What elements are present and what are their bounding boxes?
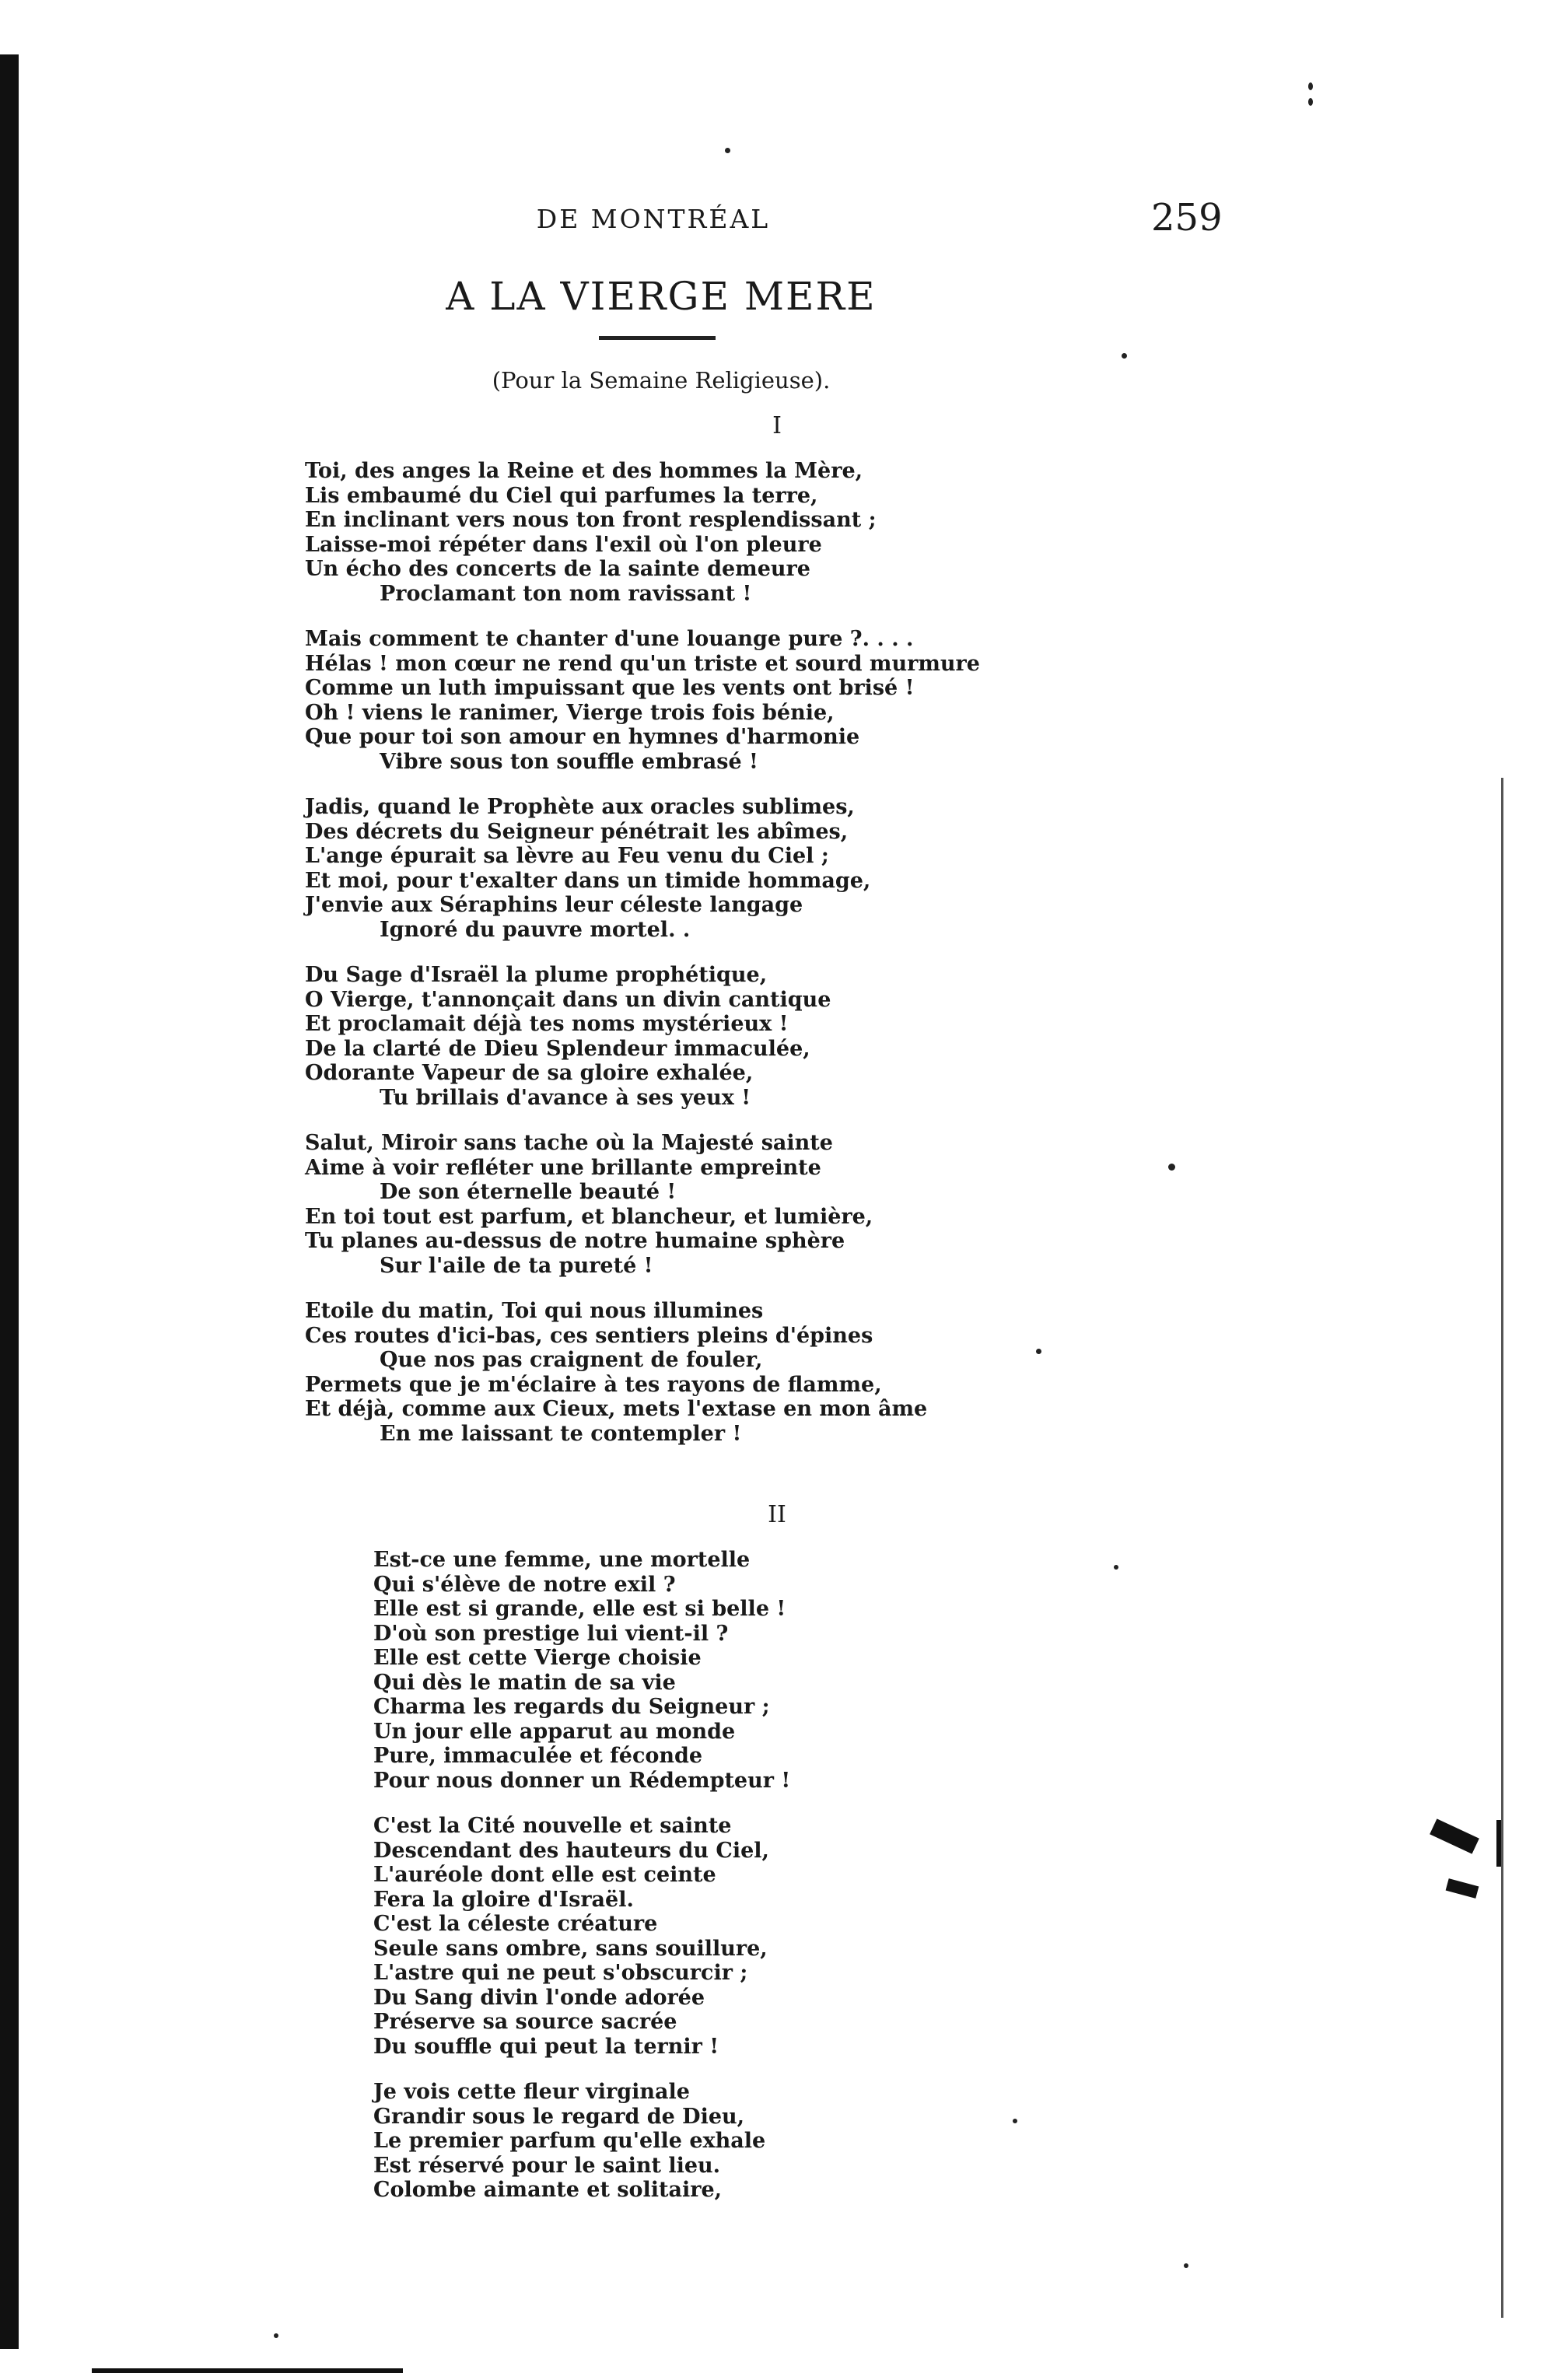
scan-speck bbox=[1308, 82, 1313, 90]
scan-speck bbox=[1184, 2263, 1188, 2268]
scan-speck bbox=[1168, 1164, 1175, 1171]
poem-line: Proclamant ton nom ravissant ! bbox=[380, 581, 752, 606]
binding-edge-shadow bbox=[0, 54, 19, 2349]
title-rule bbox=[599, 336, 716, 340]
poem-line: Hélas ! mon cœur ne rend qu'un triste et sourd murmure bbox=[305, 651, 980, 676]
poem-line: Colombe aimante et solitaire, bbox=[373, 2178, 723, 2202]
poem-line: Seule sans ombre, sans souillure, bbox=[373, 1936, 768, 1961]
poem-line: Elle est cette Vierge choisie bbox=[373, 1646, 702, 1670]
poem-line: Sur l'aile de ta pureté ! bbox=[380, 1253, 653, 1278]
poem-line: Du Sang divin l'onde adorée bbox=[373, 1985, 705, 2010]
section-1-stanzas bbox=[305, 459, 1052, 1467]
poem-line: O Vierge, t'annonçait dans un divin cantique bbox=[305, 987, 831, 1012]
poem-line: Odorante Vapeur de sa gloire exhalée, bbox=[305, 1061, 754, 1085]
scan-speck bbox=[274, 2333, 278, 2338]
poem-line: Elle est si grande, elle est si belle ! bbox=[373, 1597, 786, 1621]
poem-line: J'envie aux Séraphins leur céleste langage bbox=[305, 893, 803, 917]
poem-line: Vibre sous ton souffle embrasé ! bbox=[380, 749, 758, 774]
page-number: 259 bbox=[1151, 196, 1223, 240]
stanza bbox=[305, 1131, 1052, 1278]
stanza bbox=[305, 963, 1052, 1110]
poem-line: Mais comment te chanter d'une louange pure ?. . . . bbox=[305, 627, 914, 651]
ink-blot bbox=[1446, 1878, 1479, 1899]
poem-line: Du Sage d'Israël la plume prophétique, bbox=[305, 963, 768, 987]
poem-line: En me laissant te contempler ! bbox=[380, 1421, 742, 1446]
poem-line: Ignoré du pauvre mortel. . bbox=[380, 917, 691, 942]
poem-title: A LA VIERGE MERE bbox=[446, 274, 877, 319]
stanza bbox=[305, 1299, 1052, 1446]
poem-line: Comme un luth impuissant que les vents ont brisé ! bbox=[305, 676, 915, 700]
poem-line: Jadis, quand le Prophète aux oracles sublimes, bbox=[305, 795, 855, 819]
poem-line: Je vois cette fleur virginale bbox=[373, 2080, 690, 2104]
scan-speck bbox=[1308, 98, 1313, 106]
ink-blot bbox=[1430, 1818, 1479, 1853]
section-2-stanzas bbox=[373, 1548, 996, 2224]
running-head: DE MONTRÉAL bbox=[536, 204, 771, 234]
poem-line: Oh ! viens le ranimer, Vierge trois fois bénie, bbox=[305, 700, 835, 725]
stanza bbox=[305, 459, 1052, 606]
poem-line: Un écho des concerts de la sainte demeure bbox=[305, 557, 810, 581]
scan-speck bbox=[1114, 1565, 1118, 1570]
poem-line: Que nos pas craignent de fouler, bbox=[380, 1348, 763, 1372]
stanza bbox=[373, 1548, 996, 1793]
poem-line: Aime à voir refléter une brillante empreinte bbox=[305, 1155, 821, 1180]
poem-line: Le premier parfum qu'elle exhale bbox=[373, 2129, 766, 2153]
poem-subtitle: (Pour la Semaine Religieuse). bbox=[492, 367, 831, 394]
poem-line: Laisse-moi répéter dans l'exil où l'on pleure bbox=[305, 532, 822, 557]
stanza bbox=[373, 2080, 996, 2203]
poem-line: Préserve sa source sacrée bbox=[373, 2010, 677, 2034]
stanza bbox=[373, 1814, 996, 2059]
poem-line: De la clarté de Dieu Splendeur immaculée, bbox=[305, 1036, 810, 1061]
poem-line: Et moi, pour t'exalter dans un timide hommage, bbox=[305, 868, 871, 893]
poem-line: Un jour elle apparut au monde bbox=[373, 1719, 736, 1744]
poem-line: Charma les regards du Seigneur ; bbox=[373, 1695, 770, 1719]
poem-line: Pure, immaculée et féconde bbox=[373, 1744, 703, 1768]
poem-line: De son éternelle beauté ! bbox=[380, 1180, 677, 1204]
poem-line: Permets que je m'éclaire à tes rayons de flamme, bbox=[305, 1372, 882, 1397]
poem-line: L'auréole dont elle est ceinte bbox=[373, 1863, 716, 1887]
scan-speck bbox=[1013, 2119, 1017, 2123]
poem-line: L'astre qui ne peut s'obscurcir ; bbox=[373, 1961, 748, 1985]
scan-speck bbox=[1036, 1349, 1041, 1354]
poem-line: Toi, des anges la Reine et des hommes la Mère, bbox=[305, 459, 863, 483]
scan-speck bbox=[1122, 353, 1127, 359]
poem-line: Etoile du matin, Toi qui nous illumines bbox=[305, 1299, 764, 1323]
poem-line: Et déjà, comme aux Cieux, mets l'extase en mon âme bbox=[305, 1397, 928, 1421]
poem-line: Fera la gloire d'Israël. bbox=[373, 1887, 634, 1912]
poem-line: En inclinant vers nous ton front resplendissant ; bbox=[305, 508, 877, 532]
poem-line: En toi tout est parfum, et blancheur, et lumière, bbox=[305, 1204, 873, 1229]
poem-line: Du souffle qui peut la ternir ! bbox=[373, 2034, 719, 2059]
poem-line: Et proclamait déjà tes noms mystérieux ! bbox=[305, 1012, 789, 1036]
poem-line: Qui s'élève de notre exil ? bbox=[373, 1572, 676, 1597]
stanza bbox=[305, 795, 1052, 942]
poem-line: C'est la céleste créature bbox=[373, 1912, 658, 1936]
section-numeral-2: II bbox=[768, 1501, 786, 1528]
poem-line: Est réservé pour le saint lieu. bbox=[373, 2153, 721, 2178]
poem-line: Est-ce une femme, une mortelle bbox=[373, 1548, 751, 1572]
poem-line: L'ange épurait sa lèvre au Feu venu du Ciel ; bbox=[305, 844, 829, 868]
section-numeral-1: I bbox=[772, 412, 782, 439]
poem-line: D'où son prestige lui vient-il ? bbox=[373, 1621, 729, 1646]
poem-line: Grandir sous le regard de Dieu, bbox=[373, 2104, 745, 2129]
poem-line: Ces routes d'ici-bas, ces sentiers pleins d'épines bbox=[305, 1323, 873, 1348]
poem-line: Salut, Miroir sans tache où la Majesté sainte bbox=[305, 1131, 833, 1155]
page-header bbox=[0, 196, 1554, 243]
scan-speck bbox=[725, 148, 730, 153]
right-edge-marks bbox=[1501, 778, 1503, 2318]
poem-line: Descendant des hauteurs du Ciel, bbox=[373, 1838, 769, 1863]
bottom-rule bbox=[92, 2368, 403, 2373]
poem-line: Des décrets du Seigneur pénétrait les abîmes, bbox=[305, 819, 849, 844]
poem-line: Qui dès le matin de sa vie bbox=[373, 1670, 676, 1695]
poem-line: Pour nous donner un Rédempteur ! bbox=[373, 1768, 791, 1793]
stanza bbox=[305, 627, 1052, 774]
poem-line: C'est la Cité nouvelle et sainte bbox=[373, 1814, 732, 1838]
poem-line: Tu planes au-dessus de notre humaine sphère bbox=[305, 1229, 845, 1253]
poem-line: Lis embaumé du Ciel qui parfumes la terre, bbox=[305, 483, 818, 508]
poem-line: Que pour toi son amour en hymnes d'harmonie bbox=[305, 725, 860, 749]
poem-line: Tu brillais d'avance à ses yeux ! bbox=[380, 1085, 751, 1110]
